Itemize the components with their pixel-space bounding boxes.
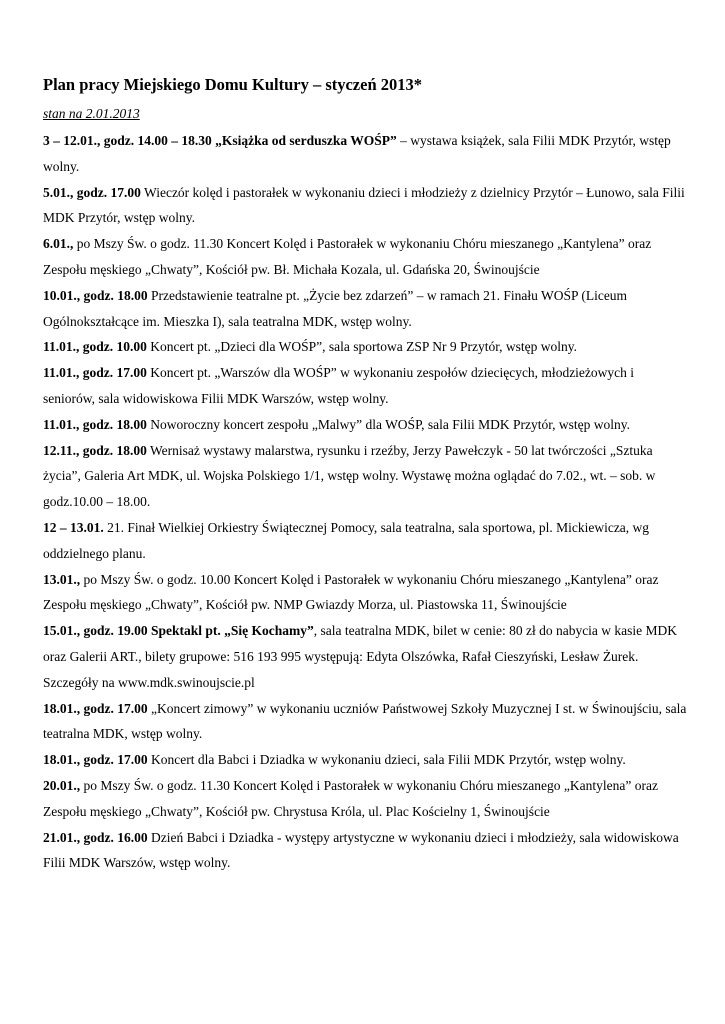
event-entry xyxy=(43,231,688,283)
event-entry xyxy=(43,438,688,515)
event-entry xyxy=(43,515,688,567)
event-date: 11.01., godz. 10.00 xyxy=(43,339,147,355)
event-description: Wieczór kolęd i pastorałek w wykonaniu dzieci i młodzieży z dzielnicy Przytór – Łunowo, sala Filii MDK Przytór, wstęp wolny. xyxy=(43,184,685,226)
event-date: 18.01., godz. 17.00 xyxy=(43,700,148,716)
page-title: Plan pracy Miejskiego Domu Kultury – styczeń 2013* xyxy=(43,75,423,94)
event-entry xyxy=(43,412,688,438)
event-description: Koncert dla Babci i Dziadka w wykonaniu dzieci, sala Filii MDK Przytór, wstęp wolny. xyxy=(147,752,626,768)
event-date: 18.01., godz. 17.00 xyxy=(43,752,148,768)
event-description: Koncert pt. „Dzieci dla WOŚP”, sala sportowa ZSP Nr 9 Przytór, wstęp wolny. xyxy=(146,339,578,355)
event-description: Przedstawienie teatralne pt. „Życie bez zdarzeń” – w ramach 21. Finału WOŚP (Liceum Ogólnokształcące im. Mieszka I), sala teatralna MDK, wstęp wolny. xyxy=(43,287,628,329)
event-entry xyxy=(43,360,688,412)
event-entry xyxy=(43,747,688,773)
event-list xyxy=(43,128,688,876)
event-date: 3 – 12.01., godz. 14.00 – 18.30 xyxy=(43,133,216,148)
event-entry xyxy=(43,696,688,748)
event-date: 13.01., xyxy=(43,571,81,587)
event-description: Dzień Babci i Dziadka - występy artystyczne w wykonaniu dzieci i młodzieży, sala widowiskowa Filii MDK Warszów, wstęp wolny. xyxy=(43,829,679,871)
event-date: 15.01., godz. 19.00 xyxy=(43,623,151,639)
event-description: 21. Finał Wielkiej Orkiestry Świątecznej Pomocy, sala teatralna, sala sportowa, pl. Mickiewicza, wg oddzielnego planu. xyxy=(43,519,650,561)
event-description: po Mszy Św. o godz. 10.00 Koncert Kolęd i Pastorałek w wykonaniu Chóru mieszanego „Kantylena” oraz Zespołu męskiego „Chwaty”, Kościół pw. NMP Gwiazdy Morza, ul. Piastowska 11, Świnoujście xyxy=(43,571,659,613)
event-entry xyxy=(43,825,688,877)
event-entry xyxy=(43,334,688,360)
event-date: 6.01., xyxy=(43,236,74,252)
event-description: Koncert pt. „Warszów dla WOŚP” w wykonaniu zespołów dziecięcych, młodzieżowych i seniorów, sala widowiskowa Filii MDK Warszów, wstęp wolny. xyxy=(43,365,635,406)
event-entry xyxy=(43,283,688,335)
event-date: 11.01., godz. 17.00 xyxy=(43,365,147,381)
event-description: „Koncert zimowy” w wykonaniu uczniów Państwowej Szkoły Muzycznej I st. w Świnoujściu, sala teatralna MDK, wstęp wolny. xyxy=(43,700,687,742)
event-date: 10.01., godz. 18.00 xyxy=(43,287,148,303)
event-date: 12 – 13.01. xyxy=(43,519,104,535)
document-page xyxy=(43,74,688,876)
event-description: Noworoczny koncert zespołu „Malwy” dla WOŚP, sala Filii MDK Przytór, wstęp wolny. xyxy=(146,416,631,432)
page-subtitle: stan na 2.01.2013 xyxy=(43,106,140,121)
event-description: po Mszy Św. o godz. 11.30 Koncert Kolęd i Pastorałek w wykonaniu Chóru mieszanego „Kantylena” oraz Zespołu męskiego „Chwaty”, Kościół pw. Chrystusa Króla, ul. Plac Kościelny 1, Świnoujście xyxy=(43,777,658,819)
event-entry xyxy=(43,567,688,619)
event-description: – wystawa książek, sala Filii MDK Przytór, wstęp wolny. xyxy=(43,133,671,174)
event-entry xyxy=(43,618,688,695)
event-entry xyxy=(43,128,688,180)
event-title: Spektakl pt. „Się Kochamy” xyxy=(151,623,314,639)
event-date: 12.11., godz. 18.00 xyxy=(43,442,147,458)
event-date: 5.01., godz. 17.00 xyxy=(43,184,141,200)
event-description: , sala teatralna MDK, bilet w cenie: 80 zł do nabycia w kasie MDK oraz Galerii ART., bilety grupowe: 516 193 995 występują: Edyta Olszówka, Rafał Cieszyński, Lesław Żurek. Szczegóły na www.mdk.swinoujscie.pl xyxy=(43,623,678,690)
event-date: 21.01., godz. 16.00 xyxy=(43,829,148,845)
event-title: „Książka od serduszka WOŚP” xyxy=(215,133,397,148)
event-description: Wernisaż wystawy malarstwa, rysunku i rzeźby, Jerzy Pawełczyk - 50 lat twórczości „Sztuka życia”, Galeria Art MDK, ul. Wojska Polskiego 1/1, wstęp wolny. Wystawę można oglądać do 7.02., wt. – sob. w godz.10.00 – 18.00. xyxy=(43,442,656,510)
event-date: 20.01., xyxy=(43,777,81,793)
event-description: po Mszy Św. o godz. 11.30 Koncert Kolęd i Pastorałek w wykonaniu Chóru mieszanego „Kantylena” oraz Zespołu męskiego „Chwaty”, Kościół pw. Bł. Michała Kozala, ul. Gdańska 20, Świnoujście xyxy=(43,236,652,277)
event-entry xyxy=(43,773,688,825)
event-date: 11.01., godz. 18.00 xyxy=(43,416,147,432)
event-entry xyxy=(43,180,688,232)
